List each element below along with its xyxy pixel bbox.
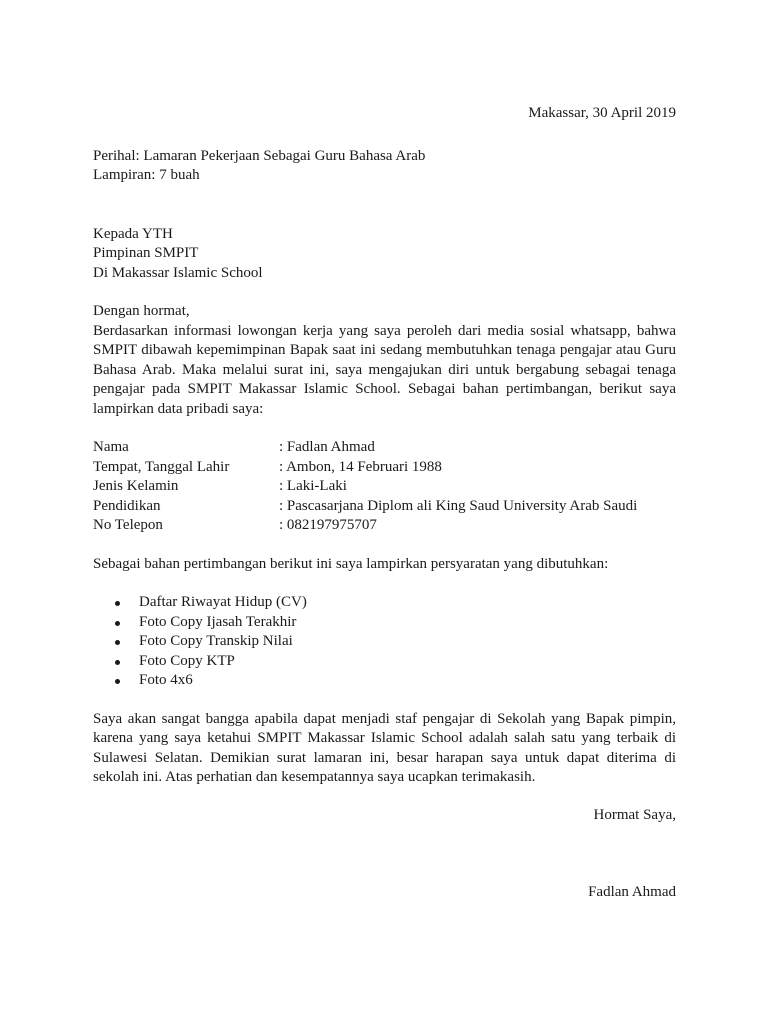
personal-data-table [93, 438, 637, 536]
table-row [93, 497, 637, 517]
table-row [93, 438, 637, 458]
subject-line: Perihal: Lamaran Pekerjaan Sebagai Guru Bahasa Arab [93, 147, 426, 164]
table-row [93, 516, 637, 536]
data-label: Nama [93, 439, 129, 455]
attachment-line: Lampiran: 7 buah [93, 167, 200, 183]
greeting: Dengan hormat, [93, 303, 190, 319]
data-label: Jenis Kelamin [93, 478, 179, 494]
recipient-line-1: Kepada YTH [93, 225, 173, 242]
subject-block [93, 147, 676, 186]
letter-page [93, 104, 676, 903]
data-value: : Laki-Laki [279, 478, 347, 494]
list-item [93, 632, 676, 652]
intro-block [93, 302, 676, 419]
bullet-icon [115, 601, 120, 606]
data-value: : Fadlan Ahmad [279, 439, 375, 455]
list-item-text: Foto Copy Transkip Nilai [139, 633, 293, 649]
data-label: Pendidikan [93, 497, 161, 514]
data-label: No Telepon [93, 517, 163, 533]
data-value: : Ambon, 14 Februari 1988 [279, 458, 442, 475]
list-item-text: Foto 4x6 [139, 672, 193, 688]
requirements-intro: Sebagai bahan pertimbangan berikut ini saya lampirkan persyaratan yang dibutuhkan: [93, 555, 609, 572]
data-label: Tempat, Tanggal Lahir [93, 458, 230, 475]
recipient-line-2: Pimpinan SMPIT [93, 245, 199, 261]
place-date: Makassar, 30 April 2019 [528, 105, 676, 121]
table-row [93, 458, 637, 478]
bullet-icon [115, 660, 120, 665]
bullet-icon [115, 679, 120, 684]
recipient-block [93, 225, 676, 284]
data-value: : 082197975707 [279, 517, 377, 533]
list-item [93, 652, 676, 672]
intro-paragraph: Berdasarkan informasi lowongan kerja yang saya peroleh dari media sosial whatsapp, bahwa SMPIT dibawah kepemimpinan Bapak saat ini sedang membutuhkan tenaga pengajar atau Guru Bahasa Arab. Maka melalui surat ini, saya mengajukan diri untuk bergabung sebagai tenaga pengajar pada SMPIT Makassar Islamic School. Sebagai bahan pertimbangan, berikut saya lampirkan data pribadi saya: [93, 322, 676, 417]
list-item-text: Foto Copy Ijasah Terakhir [139, 613, 297, 630]
table-row [93, 477, 637, 497]
signatory-name: Fadlan Ahmad [588, 884, 676, 900]
list-item [93, 593, 676, 613]
closing-paragraph: Saya akan sangat bangga apabila dapat menjadi staf pengajar di Sekolah yang Bapak pimpin, karena yang saya ketahui SMPIT Makassar Islamic School adalah salah satu yang terbaik di Sulawesi Selatan. Demikian surat lamaran ini, besar harapan saya untuk dapat diterima di sekolah ini. Atas perhatian dan kesempatannya saya ucapkan terimakasih. [93, 710, 676, 785]
list-item [93, 671, 676, 691]
bullet-icon [115, 621, 120, 626]
requirements-list [93, 593, 676, 691]
sign-off: Hormat Saya, [593, 806, 676, 823]
list-item-text: Daftar Riwayat Hidup (CV) [139, 594, 307, 610]
recipient-line-3: Di Makassar Islamic School [93, 264, 263, 281]
list-item [93, 613, 676, 633]
list-item-text: Foto Copy KTP [139, 652, 235, 669]
data-value: : Pascasarjana Diplom ali King Saud University Arab Saudi [279, 497, 638, 514]
bullet-icon [115, 640, 120, 645]
